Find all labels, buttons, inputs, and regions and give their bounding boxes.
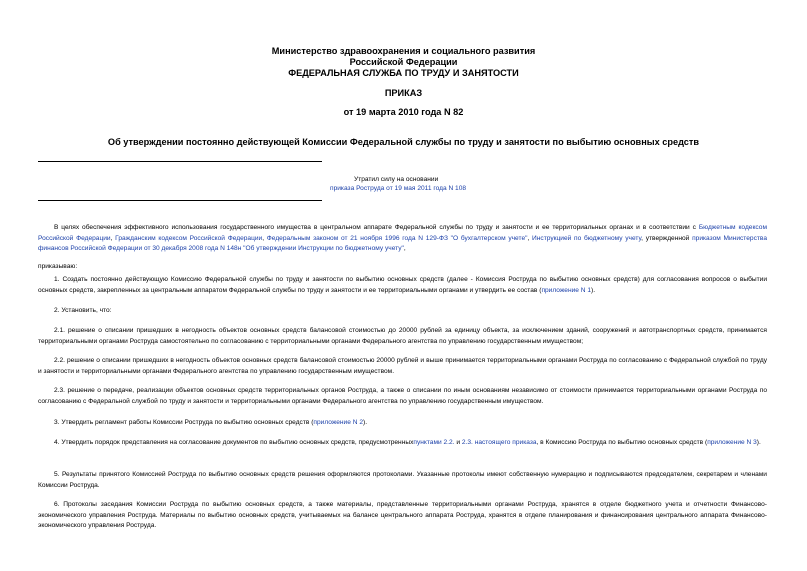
paragraph-4-mid: и bbox=[454, 439, 462, 446]
link-items-2-3[interactable]: 2.3. настоящего приказа bbox=[461, 439, 537, 446]
paragraph-3-text: 3. Утвердить регламент работы Комиссии Роструда по выбытию основных средств ( bbox=[54, 419, 314, 426]
link-appendix-3[interactable]: приложение N 3 bbox=[707, 439, 757, 446]
status-note-text: Утратил силу на основании bbox=[354, 176, 439, 183]
orders-label: приказываю: bbox=[38, 263, 78, 270]
header-ministry bbox=[0, 46, 807, 79]
paragraph-1-text: 1. Создать постоянно действующую Комиссию Федеральной службы по труду и занятости по выбытию основных средств (далее - Комиссия Роструда по выбытию основных средств) для согласования вопросов о выбытии основных средств, закрепленных за центральным аппаратом Федеральной службы по труду и занятости и ее территориальными органами и утвердить ее состав ( bbox=[38, 276, 767, 294]
status-note-link[interactable]: приказа Роструда от 19 мая 2011 года N 108 bbox=[330, 185, 467, 192]
preamble-text-2: , bbox=[110, 234, 116, 242]
header-line2: Российской Федерации bbox=[349, 57, 458, 67]
paragraph-2: 2. Установить, что: bbox=[54, 307, 112, 314]
preamble-text-6: , bbox=[403, 245, 406, 253]
doc-type: ПРИКАЗ bbox=[384, 88, 423, 98]
paragraph-1 bbox=[38, 275, 767, 296]
paragraph-1-end: ). bbox=[591, 286, 596, 294]
link-accounting-law[interactable]: Федеральным законом от 21 ноября 1996 года N 129-ФЗ "О бухгалтерском учете" bbox=[266, 234, 528, 242]
preamble-text-5: , утвержденной bbox=[641, 234, 693, 242]
paragraph-4-end: ). bbox=[756, 439, 761, 446]
link-budget-instruction[interactable]: Инструкцией по бюджетному учету bbox=[532, 234, 642, 242]
paragraph-4 bbox=[38, 438, 767, 449]
status-note bbox=[330, 175, 807, 193]
link-appendix-2[interactable]: приложение N 2 bbox=[313, 419, 364, 426]
paragraph-2-2: 2.2. решение о списании пришедших в негодность объектов основных средств балансовой стоимостью 20000 рублей и выше принимается территориальными органами Роструда по согласованию с Федеральной службой по труду и занятости и территориальными органами Федерального агентства по управлению государственным имуществом. bbox=[38, 357, 767, 375]
paragraph-4-after: , в Комиссию Роструда по выбытию основных средств ( bbox=[536, 439, 708, 446]
divider-bottom bbox=[38, 200, 322, 201]
paragraph-3 bbox=[38, 418, 767, 429]
preamble-text-3: , bbox=[262, 234, 267, 242]
link-appendix-1[interactable]: приложение N 1 bbox=[541, 286, 592, 294]
header-line3: ФЕДЕРАЛЬНАЯ СЛУЖБА ПО ТРУДУ И ЗАНЯТОСТИ bbox=[288, 68, 519, 78]
paragraph-4-text: 4. Утвердить порядок представления на согласование документов по выбытию основных средств, предусмотренных bbox=[54, 439, 414, 446]
paragraph-3-end: ). bbox=[363, 419, 368, 426]
link-budget-code[interactable]: Бюджетным кодексом Российской Федерации bbox=[38, 224, 767, 242]
link-minfin-order[interactable]: приказом Министерства финансов Российской Федерации от 30 декабря 2008 года N 148н "Об утверждении Инструкции по бюджетному учету" bbox=[38, 234, 767, 253]
preamble-text-4: , bbox=[527, 234, 533, 242]
link-items-2-2[interactable]: пунктами 2.2. bbox=[413, 439, 455, 446]
paragraph-6: 6. Протоколы заседания Комиссии Роструда по выбытию основных средств, а также материалы, представленные территориальными органами Роструда, хранятся в отделе бюджетного учета и отчетности Финансово-экономического управления Роструда. Материалы по выбытию основных средств, учитываемых на балансе центрального аппарата Роструда, хранятся в отделе планирования и финансирования центрального аппарата Финансово-экономического управления Роструда. bbox=[38, 501, 767, 530]
paragraph-2-3: 2.3. решение о передаче, реализации объектов основных средств территориальных органов Роструда, а также о списании по иным основаниям независимо от стоимости принимается территориальными органами Роструда по согласованию с Федеральной службой по труду и занятости и территориальными органами Федерального агентства по управлению государственным имуществом. bbox=[38, 387, 767, 405]
link-civil-code[interactable]: Гражданским кодексом Российской Федерации bbox=[115, 234, 263, 242]
paragraph-5: 5. Результаты принятого Комиссией Роструда по выбытию основных средств решения оформляются протоколами. Указанные протоколы имеют собственную нумерацию и подписываются председателем, секретарем и членами Комиссии Роструда. bbox=[38, 471, 767, 489]
preamble-paragraph bbox=[38, 223, 767, 255]
doc-title: Об утверждении постоянно действующей Комиссии Федеральной службы по труду и занятости по выбытию основных средств bbox=[107, 137, 700, 147]
doc-date-number: от 19 марта 2010 года N 82 bbox=[343, 107, 464, 117]
paragraph-2-1: 2.1. решение о списании пришедших в негодность объектов основных средств балансовой стоимостью до 20000 рублей за единицу объекта, за исключением зданий, сооружений и автотранспортных средств, принимается территориальными органами Роструда самостоятельно по согласованию с территориальными органами Федерального агентства по управлению государственным имуществом; bbox=[38, 327, 767, 345]
header-line1: Министерство здравоохранения и социального развития bbox=[271, 46, 536, 56]
preamble-text-1: В целях обеспечения эффективного использования государственного имущества в центральном аппарате Федеральной службы по труду и занятости и ее территориальных органах и в соответствии с bbox=[54, 224, 699, 231]
divider-top bbox=[38, 161, 322, 162]
